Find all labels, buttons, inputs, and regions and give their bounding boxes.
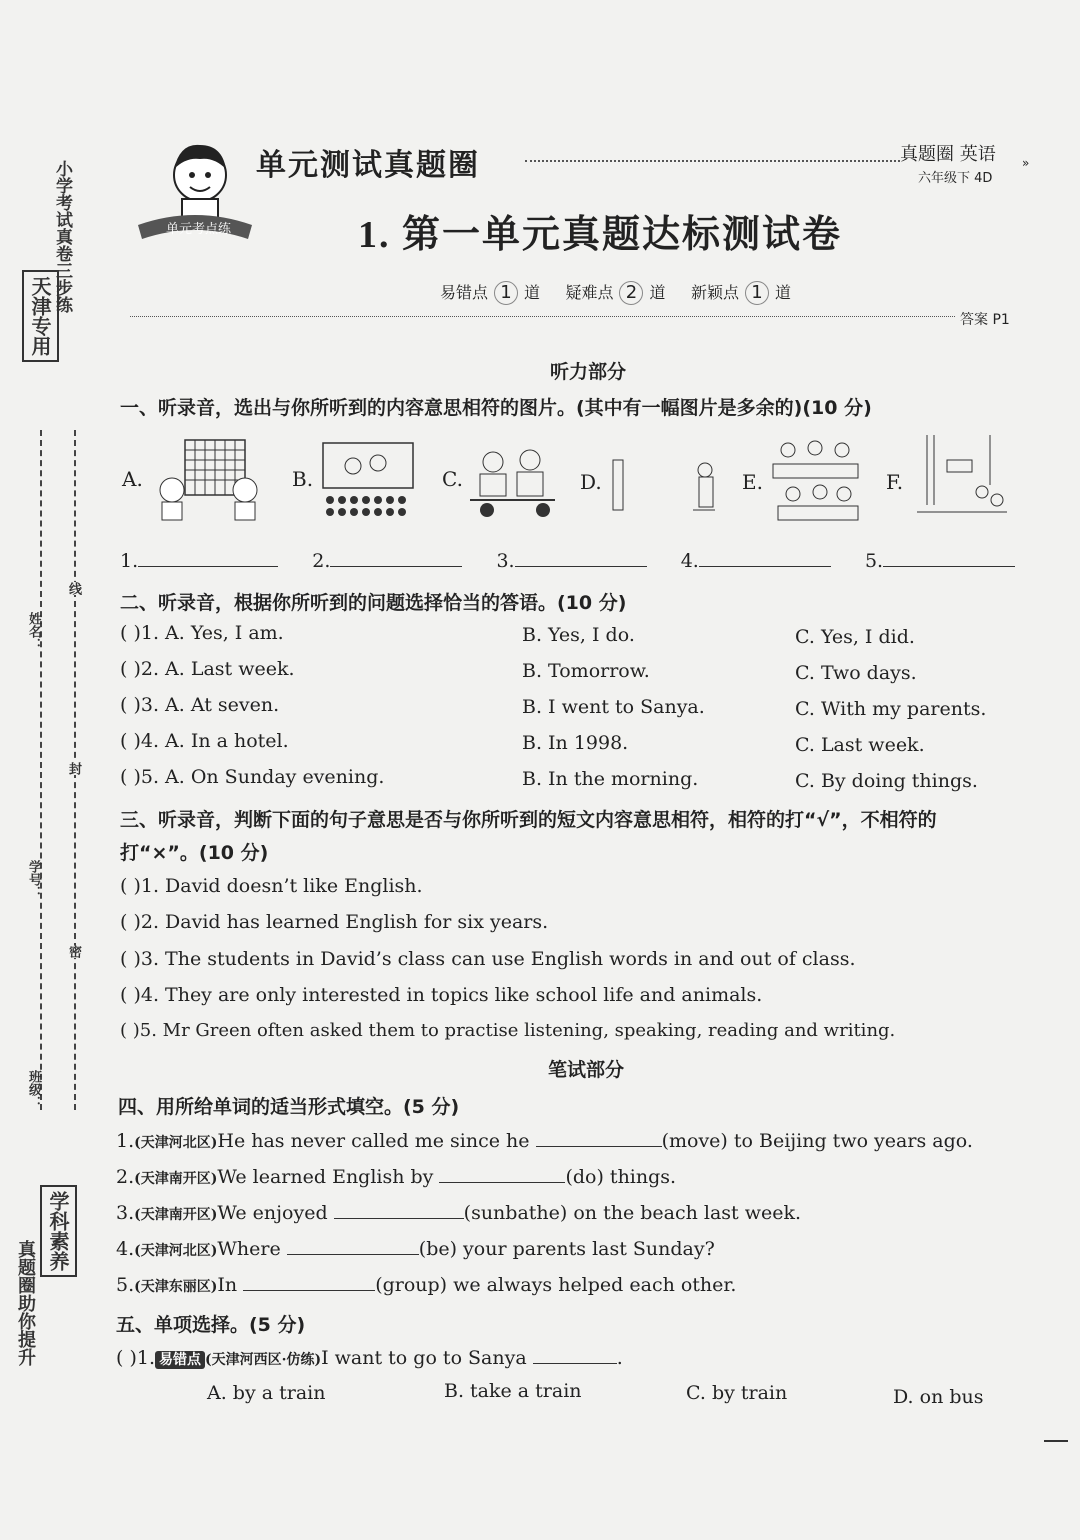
q1-blank-3[interactable] — [515, 548, 647, 567]
q2-item-4-c: C. Last week. — [795, 734, 925, 756]
q5-item-1-end: . — [616, 1347, 623, 1369]
stat-num-2: 2 — [619, 281, 643, 305]
q4-item-4-num: 4. — [116, 1238, 135, 1260]
q4-item-4-hint: (be) your parents last Sunday? — [418, 1238, 715, 1260]
q5-item-1-num: ( )1. — [116, 1347, 155, 1369]
q4-blank-2[interactable] — [439, 1164, 565, 1183]
q5-option-c[interactable]: C. by train — [686, 1382, 788, 1404]
listening-part-title: 听力部分 — [550, 361, 627, 383]
q5-option-b[interactable]: B. take a train — [444, 1380, 582, 1402]
q2-item-5-a: ( )5. A. On Sunday evening. — [120, 766, 385, 788]
q4-item-3-hint: (sunbathe) on the beach last week. — [463, 1202, 802, 1224]
q2-item-3-c: C. With my parents. — [795, 698, 987, 720]
picture-b-icon — [318, 438, 418, 523]
q4-item-2-region: (天津南开区) — [134, 1171, 218, 1187]
q4-blank-1[interactable] — [536, 1128, 662, 1147]
q3-title-2: 打“×”。(10 分) — [120, 842, 269, 864]
q2-item-2-a: ( )2. A. Last week. — [120, 658, 295, 680]
q2-item-2-c: C. Two days. — [795, 662, 917, 684]
picture-f-icon — [912, 430, 1012, 520]
secret-char: 密 — [66, 945, 81, 958]
seal-char: 封 — [66, 762, 81, 775]
q3-title-1: 三、听录音，判断下面的句子意思是否与你所听到的短文内容意思相符，相符的打“√”，不相符的 — [120, 809, 937, 831]
q1-blank-5[interactable] — [883, 548, 1015, 567]
q5-option-a[interactable]: A. by a train — [207, 1382, 326, 1404]
q1-blank-label-1: 1. — [120, 550, 139, 572]
q4-item-2-num: 2. — [116, 1166, 135, 1188]
side-series-top: 小学考试真卷三步练 — [52, 160, 72, 313]
stat-num-1: 1 — [494, 281, 518, 305]
q1-title: 一、听录音，选出与你所听到的内容意思相符的图片。(其中有一幅图片是多余的)(10 分) — [120, 397, 872, 419]
q4-item-2-hint: (do) things. — [565, 1166, 677, 1188]
mascot-boy-icon — [130, 135, 260, 245]
q4-item-1-pre: He has never called me since he — [217, 1130, 530, 1152]
stat-num-3: 1 — [745, 281, 769, 305]
q4-item-3-region: (天津南开区) — [134, 1207, 218, 1223]
header-grade: 六年级下 4D — [918, 171, 993, 186]
q2-item-1-b: B. Yes, I do. — [522, 624, 635, 646]
side-badge-top: 天津专用 — [22, 270, 59, 362]
q4-item-1 — [116, 1128, 973, 1152]
q4-item-3-num: 3. — [116, 1202, 135, 1224]
q4-item-4-region: (天津河北区) — [134, 1243, 218, 1259]
id-label: 学号： — [26, 860, 41, 899]
banner-title: 单元测试真题圈 — [256, 148, 480, 183]
q2-item-3-b: B. I went to Sanya. — [522, 696, 705, 718]
q4-item-1-num: 1. — [116, 1130, 135, 1152]
chevron-right-icon: » — [1022, 156, 1030, 170]
line-char: 线 — [66, 582, 81, 595]
pic-label-e: E. — [742, 470, 763, 494]
picture-e-icon — [768, 436, 863, 528]
q4-item-4 — [116, 1236, 715, 1260]
picture-d-icon — [605, 455, 725, 520]
q2-title: 二、听录音，根据你所听到的问题选择恰当的答语。(10 分) — [120, 592, 627, 614]
exam-title: 1. 第一单元真题达标测试卷 — [358, 214, 843, 256]
q4-item-2 — [116, 1164, 676, 1188]
stat-unit-2: 道 — [649, 283, 666, 302]
q3-item-5: ( )5. Mr Green often asked them to practise listening, speaking, reading and writing. — [120, 1020, 896, 1041]
q5-item-1 — [116, 1345, 623, 1369]
stat-unit-1: 道 — [524, 283, 541, 302]
q4-item-3 — [116, 1200, 801, 1224]
q3-item-4: ( )4. They are only interested in topics like school life and animals. — [120, 984, 763, 1006]
q4-item-1-hint: (move) to Beijing two years ago. — [661, 1130, 973, 1152]
q1-blank-label-3: 3. — [496, 550, 515, 572]
q4-item-3-pre: We enjoyed — [217, 1202, 328, 1224]
q4-item-2-pre: We learned English by — [217, 1166, 434, 1188]
q1-blank-4[interactable] — [699, 548, 831, 567]
q4-item-4-pre: Where — [217, 1238, 281, 1260]
q2-item-4-a: ( )4. A. In a hotel. — [120, 730, 289, 752]
q4-item-5 — [116, 1272, 736, 1296]
q5-blank-1[interactable] — [533, 1345, 617, 1364]
q1-blank-label-2: 2. — [312, 550, 331, 572]
stat-label-1: 易错点 — [440, 283, 489, 302]
q1-blank-2[interactable] — [330, 548, 462, 567]
q5-title: 五、单项选择。(5 分) — [116, 1314, 306, 1336]
side-badge-bottom: 学科素养 — [40, 1185, 77, 1277]
q3-item-1: ( )1. David doesn’t like English. — [120, 875, 423, 897]
page-mark — [1044, 1440, 1068, 1442]
banner-ribbon: 单元考点练 — [166, 222, 232, 237]
answer-ref: 答案 P1 — [960, 312, 1010, 328]
banner-dots — [525, 160, 900, 162]
pic-label-f: F. — [886, 470, 904, 494]
q4-blank-5[interactable] — [243, 1272, 375, 1291]
q4-item-5-pre: In — [217, 1274, 238, 1296]
q2-item-1-c: C. Yes, I did. — [795, 626, 915, 648]
side-strip — [0, 0, 100, 1540]
q1-blank-1[interactable] — [138, 548, 278, 567]
q2-item-2-b: B. Tomorrow. — [522, 660, 650, 682]
q3-item-3: ( )3. The students in David’s class can use English words in and out of class. — [120, 948, 856, 970]
q2-item-1-a: ( )1. A. Yes, I am. — [120, 622, 284, 644]
q1-answer-row — [120, 548, 1015, 572]
q4-item-5-num: 5. — [116, 1274, 135, 1296]
side-series-bottom: 真题圈助你提升 — [15, 1240, 36, 1366]
stat-unit-3: 道 — [774, 283, 791, 302]
q4-item-5-hint: (group) we always helped each other. — [375, 1274, 737, 1296]
class-label: 班级： — [26, 1070, 41, 1109]
written-part-title: 笔试部分 — [548, 1059, 625, 1081]
pic-label-b: B. — [292, 467, 314, 491]
q2-item-5-c: C. By doing things. — [795, 770, 978, 792]
header-book: 真题圈 英语 — [900, 144, 996, 165]
answer-divider — [130, 316, 955, 317]
cut-line-1 — [40, 430, 42, 1110]
q1-blank-label-4: 4. — [680, 550, 699, 572]
stat-label-3: 新颖点 — [690, 283, 739, 302]
q3-item-2: ( )2. David has learned English for six years. — [120, 911, 549, 933]
q4-title: 四、用所给单词的适当形式填空。(5 分) — [118, 1096, 460, 1118]
stat-label-2: 疑难点 — [565, 283, 614, 302]
pic-label-d: D. — [580, 470, 602, 494]
q2-item-3-a: ( )3. A. At seven. — [120, 694, 280, 716]
pic-label-a: A. — [122, 467, 143, 491]
name-label: 姓名： — [26, 612, 41, 651]
q4-blank-4[interactable] — [287, 1236, 419, 1255]
picture-c-icon — [465, 440, 560, 520]
q5-item-1-region: (天津河西区·仿练) — [205, 1352, 322, 1368]
pic-label-c: C. — [442, 467, 463, 491]
q2-item-4-b: B. In 1998. — [522, 732, 629, 754]
picture-a-icon — [150, 435, 270, 530]
difficulty-stats — [440, 280, 791, 305]
q2-item-5-b: B. In the morning. — [522, 768, 699, 790]
q4-item-1-region: (天津河北区) — [134, 1135, 218, 1151]
q5-item-1-tag: 易错点 — [155, 1351, 205, 1369]
q5-option-d[interactable]: D. on bus — [893, 1386, 984, 1408]
q4-item-5-region: (天津东丽区) — [134, 1279, 218, 1295]
q1-blank-label-5: 5. — [864, 550, 884, 572]
q5-item-1-text: I want to go to Sanya — [321, 1347, 527, 1369]
q4-blank-3[interactable] — [334, 1200, 464, 1219]
